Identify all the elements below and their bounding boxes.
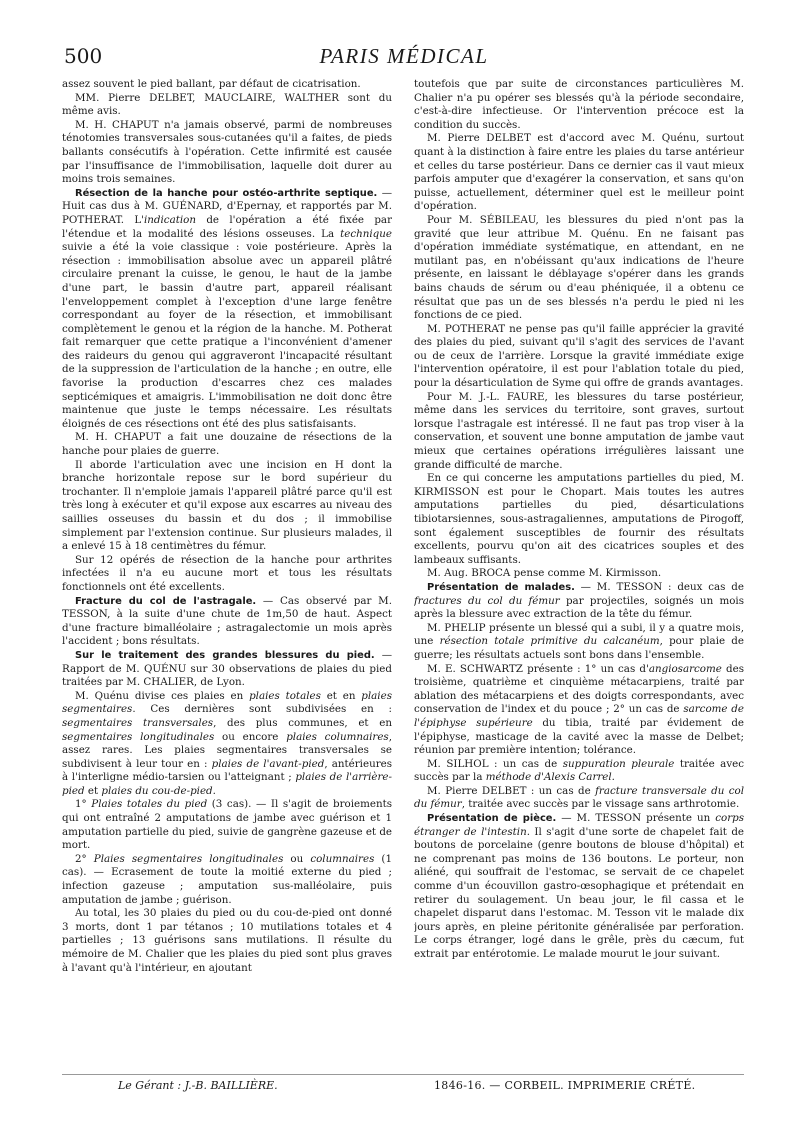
page-number: 500: [64, 44, 103, 68]
paragraph: Pour M. SÉBILEAU, les blessures du pied n'ont pas la gravité que leur attribue M. Quénu. En ne faisant pas d'opération immédiate systématique, en attendant, en ne mutilant pas, en n'obéissant qu'aux indications de l'heure présente, en laissant le déblayage s'opérer dans les grands bains chauds de sérum ou d'eau phéniquée, il a obtenu ce résultat que pas un de ses blessés n'a perdu le pied ni les fonctions de ce pied.: [414, 213, 744, 322]
printer-credit: 1846-16. — CORBEIL. IMPRIMERIE CRÉTÉ.: [434, 1079, 696, 1092]
paragraph: Sur 12 opérés de résection de la hanche pour arthrites infectées il n'a eu aucune mort et tous les résultats fonctionnels ont été excellents.: [62, 553, 392, 593]
article-columns: [62, 78, 744, 1068]
paragraph: MM. Pierre DELBET, MAUCLAIRE, WALTHER sont du même avis.: [62, 91, 392, 118]
paragraph: Sur le traitement des grandes blessures du pied. — Rapport de M. QUÉNU sur 30 observations de plaies du pied traitées par M. CHALIER, de Lyon.: [62, 648, 392, 689]
paragraph: M. PHELIP présente un blessé qui a subi, il y a quatre mois, une résection totale primitive du calcanéum, pour plaie de guerre; les résultats actuels sont bons dans l'ensemble.: [414, 621, 744, 661]
section-heading: Présentation de malades.: [427, 581, 575, 593]
section-heading: Présentation de pièce.: [427, 813, 557, 825]
publisher-credit: Le Gérant : J.-B. BAILLIÈRE.: [118, 1079, 278, 1092]
paragraph: M. H. CHAPUT n'a jamais observé, parmi de nombreuses ténotomies transversales sous-cutanées qu'il a faites, de pieds ballants consécutifs à l'opération. Cette infirmité est causée par l'insuffisance de l'immobilisation, laquelle doit durer au moins trois semaines.: [62, 118, 392, 186]
paragraph: En ce qui concerne les amputations partielles du pied, M. KIRMISSON est pour le Chopart. Mais toutes les autres amputations partielles du pied, désarticulations tibiotarsiennes, sous-astragaliennes, amputations de Pirogoff, sont également susceptibles de fournir des résultats excellents, pourvu qu'on ait des cicatrices souples et des lambeaux suffisants.: [414, 472, 744, 566]
paragraph: Fracture du col de l'astragale. — Cas observé par M. TESSON, à la suite d'une chute de 1m,50 de haut. Aspect d'une fracture bimalléolaire ; astragalectomie un mois après l'accident ; bons résultats.: [62, 594, 392, 648]
paragraph: M. Pierre DELBET est d'accord avec M. Quénu, surtout quant à la distinction à faire entre les plaies du tarse antérieur et celles du tarse postérieur. Dans ce dernier cas il vaut mieux parfois amputer que d'exagérer la conservation, et sans qu'on puisse, actuellement, déterminer quel est le meilleur point d'opération.: [414, 132, 744, 213]
paragraph: Présentation de malades. — M. TESSON : deux cas de fractures du col du fémur par projectiles, soignés un mois après la blessure avec extraction de la tête du fémur.: [414, 580, 744, 621]
paragraph: M. E. SCHWARTZ présente : 1° un cas d'angiosarcome des troisième, quatrième et cinquième métacarpiens, traité par ablation des métacarpiens et des doigts correspondants, avec conservation de l'index et du pouce ; 2° un cas de sarcome de l'épiphyse supérieure du tibia, traité par évidement de l'épiphyse, masticage de la cavité avec la masse de Delbet; réunion par première intention; tolérance.: [414, 662, 744, 757]
section-heading: Fracture du col de l'astragale.: [75, 595, 257, 607]
paragraph: toutefois que par suite de circonstances particulières M. Chalier n'a pu opérer ses blessés qu'à la période secondaire, c'est-à-dire infectieuse. Or l'intervention précoce est la condition du succès.: [414, 78, 744, 131]
paragraph: Il aborde l'articulation avec une incision en H dont la branche horizontale repose sur le bord supérieur du trochanter. Il n'emploie jamais l'appareil plâtré parce qu'il est très long à exécuter et qu'il expose aux escarres au niveau des saillies osseuses du bassin et du dos ; il immobilise simplement par l'extension continue. Sur plusieurs malades, il a enlevé 15 à 18 centimètres du fémur.: [62, 458, 392, 553]
paragraph: M. Aug. BROCA pense comme M. Kirmisson.: [427, 567, 662, 580]
paragraph: M. Quénu divise ces plaies en plaies totales et en plaies segmentaires. Ces dernières sont subdivisées en : segmentaires transversales, des plus communes, et en segmentaires longitudinales ou encore plaies columnaires, assez rares. Les plaies segmentaires transversales se subdivisent à leur tour en : plaies de l'avant-pied, antérieures à l'interligne médio-tarsien ou l'atteignant ; plaies de l'arrière-pied et plaies du cou-de-pied.: [62, 689, 392, 797]
page-header: [64, 44, 744, 70]
paragraph: 2° Plaies segmentaires longitudinales ou columnaires (1 cas). — Ecrasement de toute la moitié externe du pied ; infection gazeuse ; amputation sus-malléolaire, puis amputation de jambe ; guérison.: [62, 852, 392, 906]
paragraph: M. H. CHAPUT a fait une douzaine de résections de la hanche pour plaies de guerre.: [62, 431, 392, 458]
section-heading: Sur le traitement des grandes blessures du pied.: [75, 649, 375, 661]
paragraph: Présentation de pièce. — M. TESSON présente un corps étranger de l'intestin. Il s'agit d'une sorte de chapelet fait de boutons de porcelaine (genre boutons de blouse d'hôpital) et ne comprenant pas moins de 136 boutons. Le porteur, non aliéné, qui souffrait de l'estomac, se servait de ce chapelet comme d'un écouvillon gastro-œsophagique et prétendait en retirer du soulagement. Un beau jour, le fil cassa et le chapelet disparut dans l'estomac. M. Tesson vit le malade dix jours après, en pleine péritonite généralisée par perforation. Le corps étranger, logé dans le grêle, près du cæcum, fut extrait par entérotomie. Le malade mourut le jour suivant.: [414, 812, 744, 960]
paragraph: M. POTHERAT ne pense pas qu'il faille apprécier la gravité des plaies du pied, suivant qu'il s'agit des services de l'avant ou de ceux de l'arrière. Lorsque la gravité immédiate exige l'intervention opératoire, il est pour l'ablation totale du pied, pour la désarticulation de Syme qui offre de grands avantages.: [414, 322, 744, 390]
paragraph: assez souvent le pied ballant, par défaut de cicatrisation.: [62, 78, 361, 90]
paragraph: M. Pierre DELBET : un cas de fracture transversale du col du fémur, traitée avec succès par le vissage sans arthrotomie.: [414, 784, 744, 811]
paragraph: M. SILHOL : un cas de suppuration pleurale traitée avec succès par la méthode d'Alexis Carrel.: [414, 757, 744, 784]
left-column: [62, 78, 392, 1068]
paragraph: 1° Plaies totales du pied (3 cas). — Il s'agit de broiements qui ont entraîné 2 amputations de jambe avec guérison et 1 amputation partielle du pied, suivie de gangrène gazeuse et de mort.: [62, 798, 392, 852]
section-heading: Résection de la hanche pour ostéo-arthrite septique.: [75, 187, 378, 199]
paragraph: Résection de la hanche pour ostéo-arthrite septique. — Huit cas dus à M. GUÉNARD, d'Epernay, et rapportés par M. POTHERAT. L'indication de l'opération a été fixée par l'étendue et la modalité des lésions osseuses. La technique suivie a été la voie classique : voie postérieure. Après la résection : immobilisation absolue avec un appareil plâtré circulaire prenant la cuisse, le genou, le haut de la jambe d'une part, le bassin d'autre part, appareil réalisant l'enveloppement complet à l'exception d'une large fenêtre correspondant au foyer de la résection, et immobilisant complètement le genou et la région de la hanche. M. Potherat fait remarquer que cette pratique a l'inconvénient d'amener des raideurs du genou qui aggraveront l'incapacité résultant de la suppression de l'articulation de la hanche ; en outre, elle favorise la production d'escarres chez ces malades septicémiques et amaigris. L'immobilisation ne doit donc être maintenue que juste le temps nécessaire. Les résultats éloignés de ces résections ont été des plus satisfaisants.: [62, 186, 392, 430]
paragraph: Au total, les 30 plaies du pied ou du cou-de-pied ont donné 3 morts, dont 1 par tétanos ; 10 mutilations totales et 4 partielles ; 13 guérisons sans mutilations. Il résulte du mémoire de M. Chalier que les plaies du pied sont plus graves à l'avant qu'à l'intérieur, en ajoutant: [62, 907, 392, 974]
paragraph: Pour M. J.-L. FAURE, les blessures du tarse postérieur, même dans les services du territoire, sont graves, surtout lorsque l'astragale est intéressé. Il ne faut pas trop viser à la conservation, et souvent une bonne amputation de jambe vaut mieux que certaines opérations irrégulières laissant une grande difficulté de marche.: [414, 390, 744, 471]
running-title: PARIS MÉDICAL: [319, 44, 489, 68]
right-column: [414, 78, 744, 1068]
page-footer: [62, 1074, 744, 1098]
